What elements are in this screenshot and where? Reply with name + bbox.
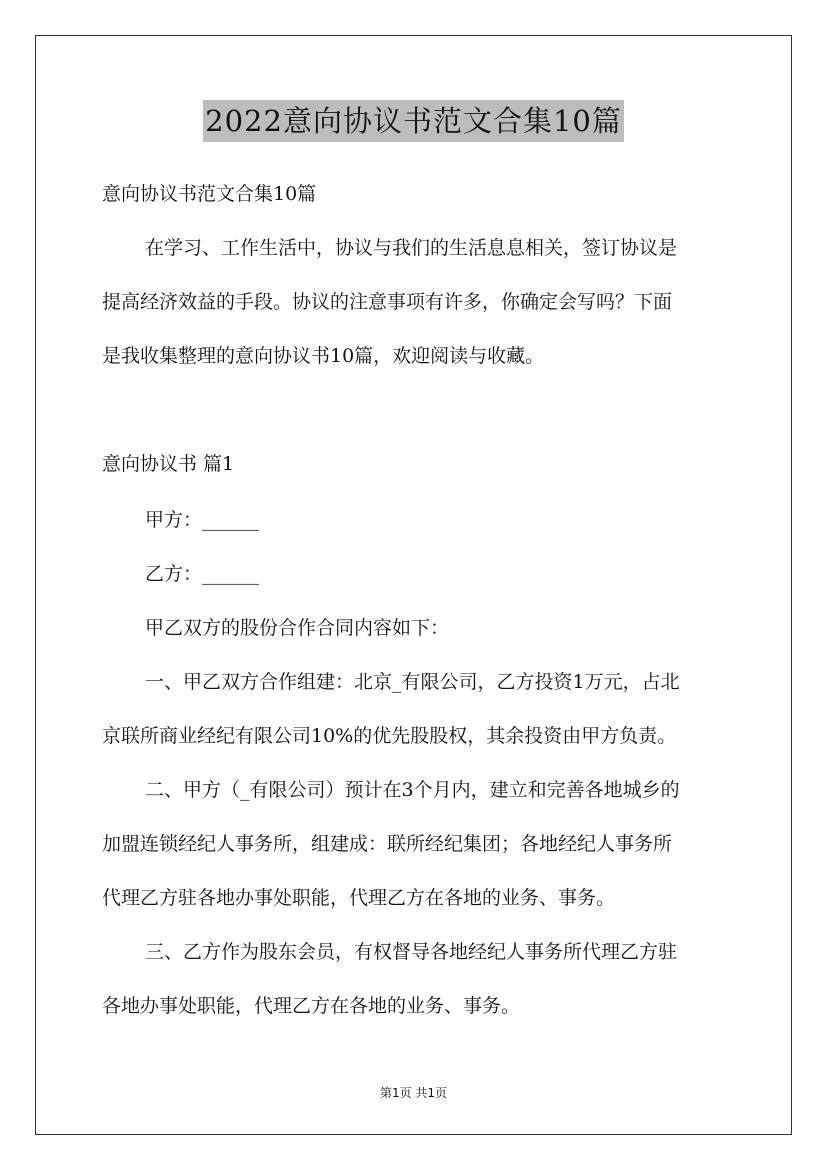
section-heading: 意向协议书 篇1: [102, 453, 235, 475]
intro-line-2: 提高经济效益的手段。协议的注意事项有许多，你确定会写吗？下面: [102, 291, 673, 313]
contract-intro: 甲乙双方的股份合作合同内容如下：: [145, 617, 450, 639]
page-footer: 第1页 共1页: [379, 1086, 448, 1100]
intro-line-3: 是我收集整理的意向协议书10篇，欢迎阅读与收藏。: [102, 345, 545, 367]
document-title: 2022意向协议书范文合集10篇: [203, 100, 624, 142]
clause-2-line-2: 加盟连锁经纪人事务所，组建成：联所经纪集团；各地经纪人事务所: [102, 833, 673, 855]
clause-1-line-1: 一、甲乙双方合作组建：北京_有限公司，乙方投资1万元，占北: [145, 671, 680, 693]
party-b-line: 乙方：______: [145, 563, 260, 585]
clause-2-line-1: 二、甲方（_有限公司）预计在3个月内，建立和完善各地城乡的: [145, 779, 680, 801]
clause-3-line-1: 三、乙方作为股东会员，有权督导各地经纪人事务所代理乙方驻: [145, 941, 678, 963]
title-container: [0, 100, 827, 142]
clause-2-line-3: 代理乙方驻各地办事处职能，代理乙方在各地的业务、事务。: [102, 887, 616, 909]
document-subtitle: 意向协议书范文合集10篇: [102, 183, 317, 205]
intro-line-1: 在学习、工作生活中，协议与我们的生活息息相关，签订协议是: [145, 237, 678, 259]
clause-1-line-2: 京联所商业经纪有限公司10%的优先股股权，其余投资由甲方负责。: [102, 725, 677, 747]
party-a-line: 甲方：______: [145, 509, 260, 531]
clause-3-line-2: 各地办事处职能，代理乙方在各地的业务、事务。: [102, 995, 521, 1017]
